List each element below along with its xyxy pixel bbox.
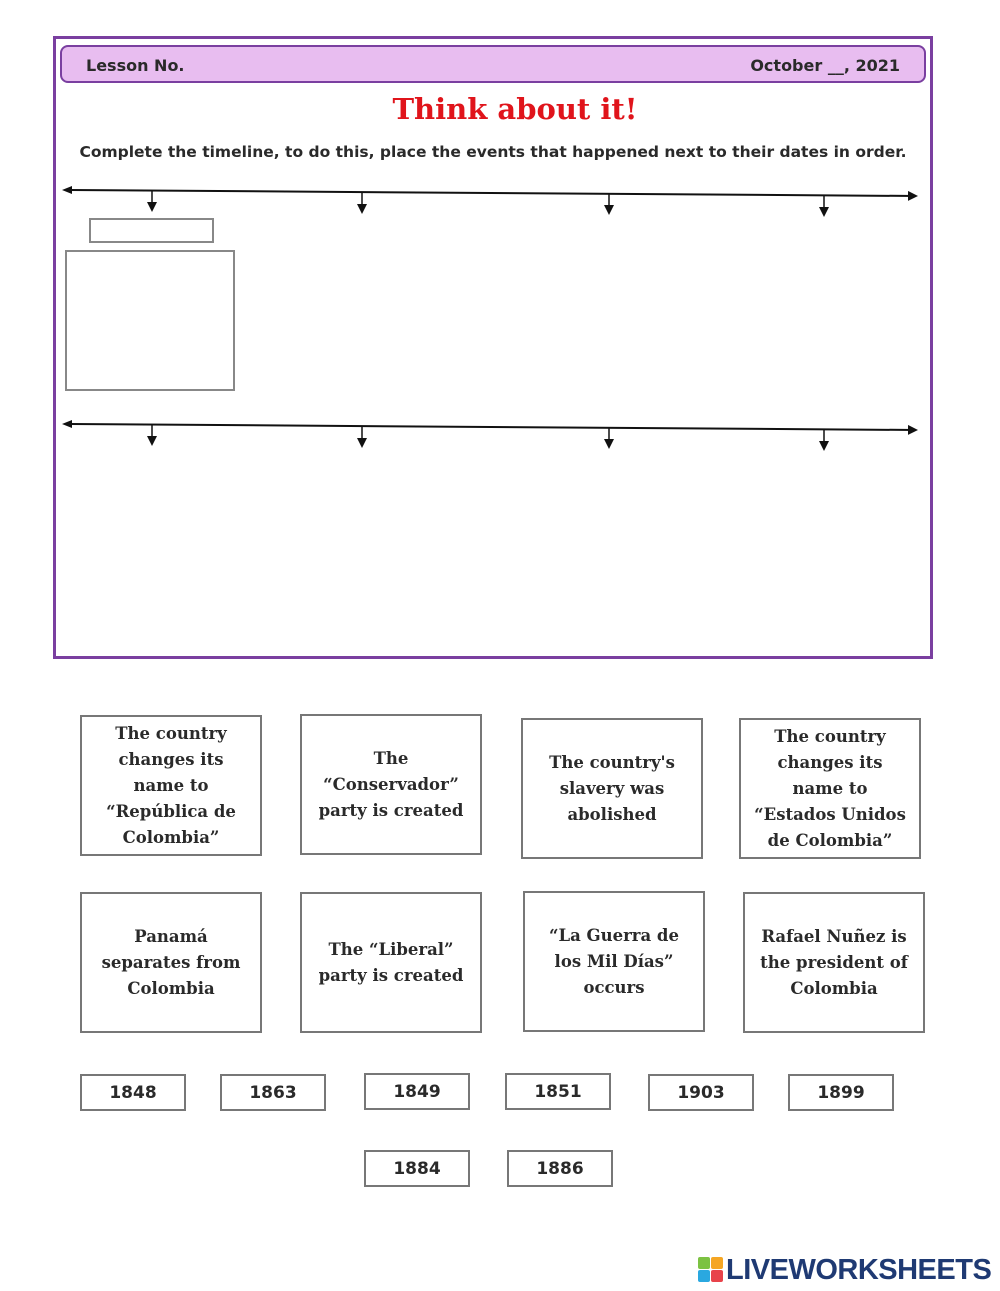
event-card[interactable]: The country changes its name to “República de Colombia” [80, 715, 262, 856]
event-card[interactable]: The country changes its name to “Estados Unidos de Colombia” [739, 718, 921, 859]
lesson-number-label: Lesson No. [86, 56, 185, 75]
year-chip[interactable]: 1884 [364, 1150, 470, 1187]
timeline-bottom-axis [70, 424, 916, 430]
timeline-bottom [62, 420, 916, 449]
brand-text: LIVEWORKSHEETS [726, 1253, 992, 1286]
event-card[interactable]: “La Guerra de los Mil Días” occurs [523, 891, 705, 1032]
year-chip[interactable]: 1903 [648, 1074, 754, 1111]
event-answer-dropzone[interactable] [65, 250, 235, 391]
year-chip[interactable]: 1863 [220, 1074, 326, 1111]
timeline-bottom-left-arrow [62, 420, 72, 428]
timeline-top [62, 186, 916, 215]
lesson-date-label: October __, 2021 [750, 56, 900, 75]
event-card[interactable]: The “Liberal” party is created [300, 892, 482, 1033]
page-title: Think about it! [392, 92, 638, 126]
event-card[interactable]: Panamá separates from Colombia [80, 892, 262, 1033]
timeline-top-axis [70, 190, 916, 196]
liveworksheets-logo-icon [698, 1257, 724, 1283]
year-chip[interactable]: 1849 [364, 1073, 470, 1110]
year-answer-input[interactable] [89, 218, 214, 243]
event-card[interactable]: The country's slavery was abolished [521, 718, 703, 859]
year-chip[interactable]: 1848 [80, 1074, 186, 1111]
event-card[interactable]: The “Conservador” party is created [300, 714, 482, 855]
event-card[interactable]: Rafael Nuñez is the president of Colombia [743, 892, 925, 1033]
brand-logo [698, 1253, 991, 1287]
year-chip[interactable]: 1851 [505, 1073, 611, 1110]
instructions-text: Complete the timeline, to do this, place the events that happened next to their dates in order. [79, 143, 907, 161]
year-chip[interactable]: 1899 [788, 1074, 894, 1111]
timeline-top-left-arrow [62, 186, 72, 194]
year-chip[interactable]: 1886 [507, 1150, 613, 1187]
